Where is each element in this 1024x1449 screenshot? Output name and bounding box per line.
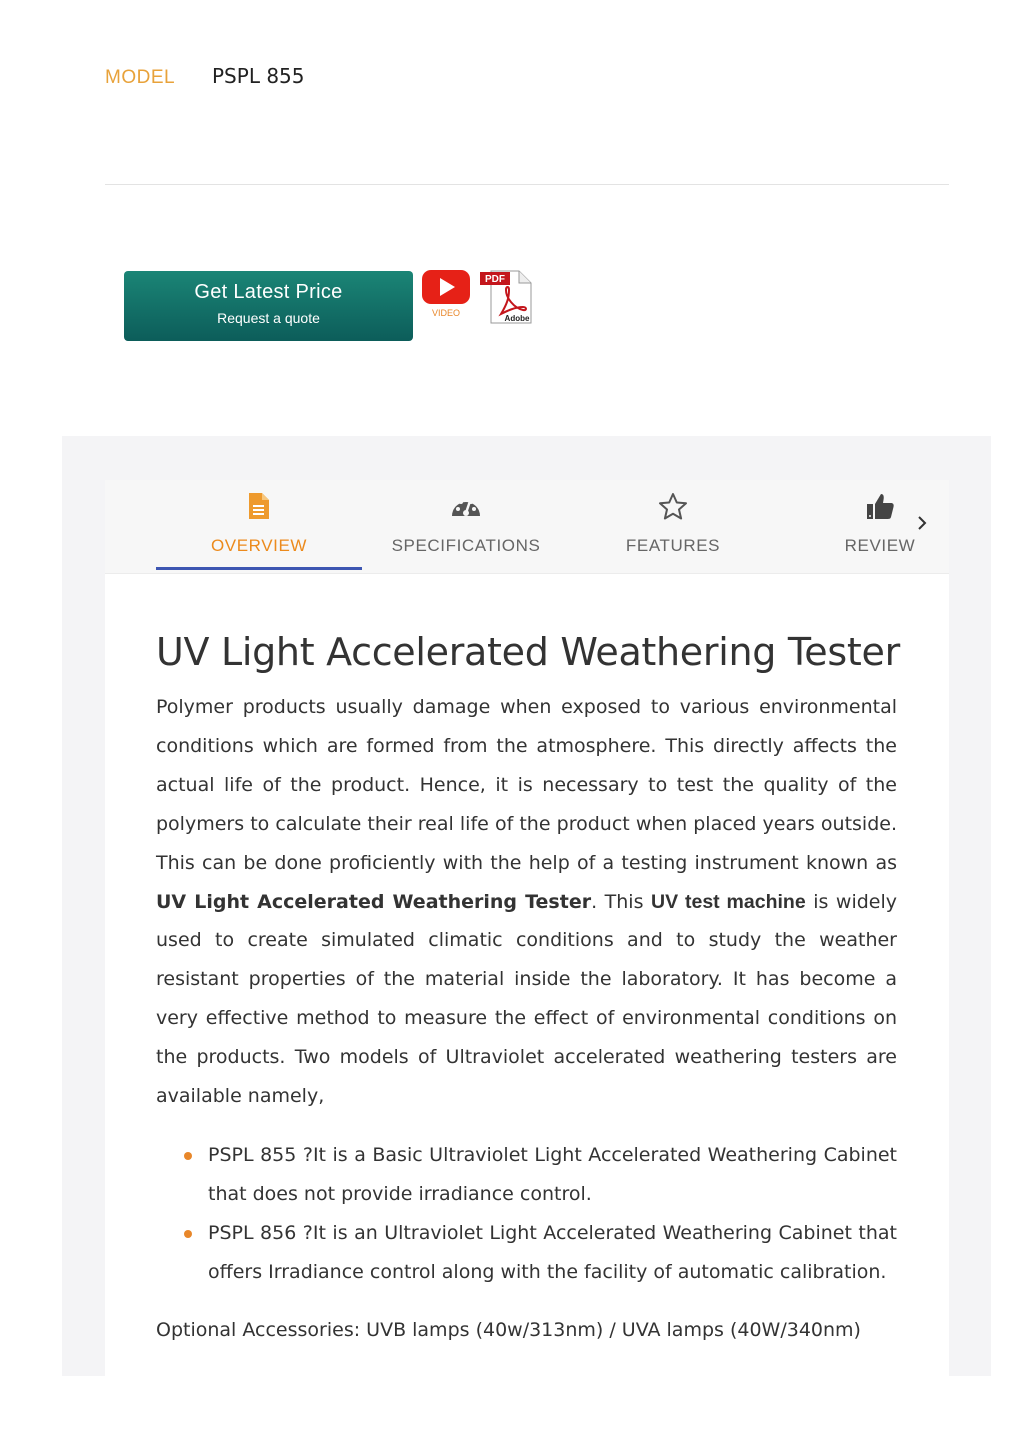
pdf-label: PDF	[485, 274, 505, 285]
highlight-product-name: UV Light Accelerated Weathering Tester	[156, 890, 592, 913]
optional-accessories: Optional Accessories: UVB lamps (40w/313nm) / UVA lamps (40W/340nm)	[156, 1319, 861, 1341]
model-row	[105, 64, 305, 89]
tab-label: REVIEW	[844, 536, 916, 555]
video-label: VIDEO	[431, 308, 461, 318]
document-icon	[248, 492, 270, 520]
model-value: PSPL 855	[212, 64, 305, 88]
tab-label: OVERVIEW	[210, 536, 308, 555]
tab-overview[interactable]	[156, 480, 362, 570]
overview-paragraph	[156, 688, 897, 1116]
highlight-uv-test-machine: UV test machine	[651, 890, 806, 913]
model-label: MODEL	[105, 67, 176, 88]
tab-specifications[interactable]	[363, 480, 569, 573]
tab-label: SPECIFICATIONS	[391, 536, 541, 555]
paragraph-text: is widely used to create simulated climatic conditions and to study the weather resistant properties of the material inside the laboratory. It has become a very effective method to measure the effect of environmental conditions on the products. Two models of Ultraviolet accelerated weathering testers are available namely,	[156, 890, 897, 1108]
paragraph-text: . This	[591, 890, 651, 913]
price-button-title: Get Latest Price	[194, 281, 343, 303]
pdf-brand-label: Adobe	[504, 314, 530, 323]
tab-bar	[105, 480, 949, 574]
chevron-right-icon[interactable]	[913, 510, 933, 536]
price-button-subtitle: Request a quote	[217, 310, 320, 326]
youtube-video-icon[interactable]	[421, 269, 471, 321]
star-icon	[658, 492, 688, 520]
speedometer-icon	[450, 492, 482, 520]
tab-label: FEATURES	[625, 536, 721, 555]
list-item: PSPL 856 ?It is an Ultraviolet Light Accelerated Weathering Cabinet that offers Irradiance control along with the facility of automatic calibration.	[156, 1214, 897, 1292]
pdf-icon[interactable]	[479, 268, 533, 324]
get-latest-price-button[interactable]	[124, 271, 413, 341]
tab-features[interactable]	[570, 480, 776, 573]
thumbs-up-icon	[865, 492, 895, 520]
list-item: PSPL 855 ?It is a Basic Ultraviolet Light Accelerated Weathering Cabinet that does not provide irradiance control.	[156, 1136, 897, 1214]
overview-title: UV Light Accelerated Weathering Tester	[156, 630, 900, 674]
divider	[105, 184, 949, 185]
paragraph-text: Polymer products usually damage when exposed to various environmental conditions which are formed from the atmosphere. This directly affects the actual life of the product. Hence, it is necessary to test the quality of the polymers to calculate their real life of the product when placed years outside. This can be done proficiently with the help of a testing instrument known as	[156, 696, 897, 874]
models-list	[156, 1136, 897, 1292]
